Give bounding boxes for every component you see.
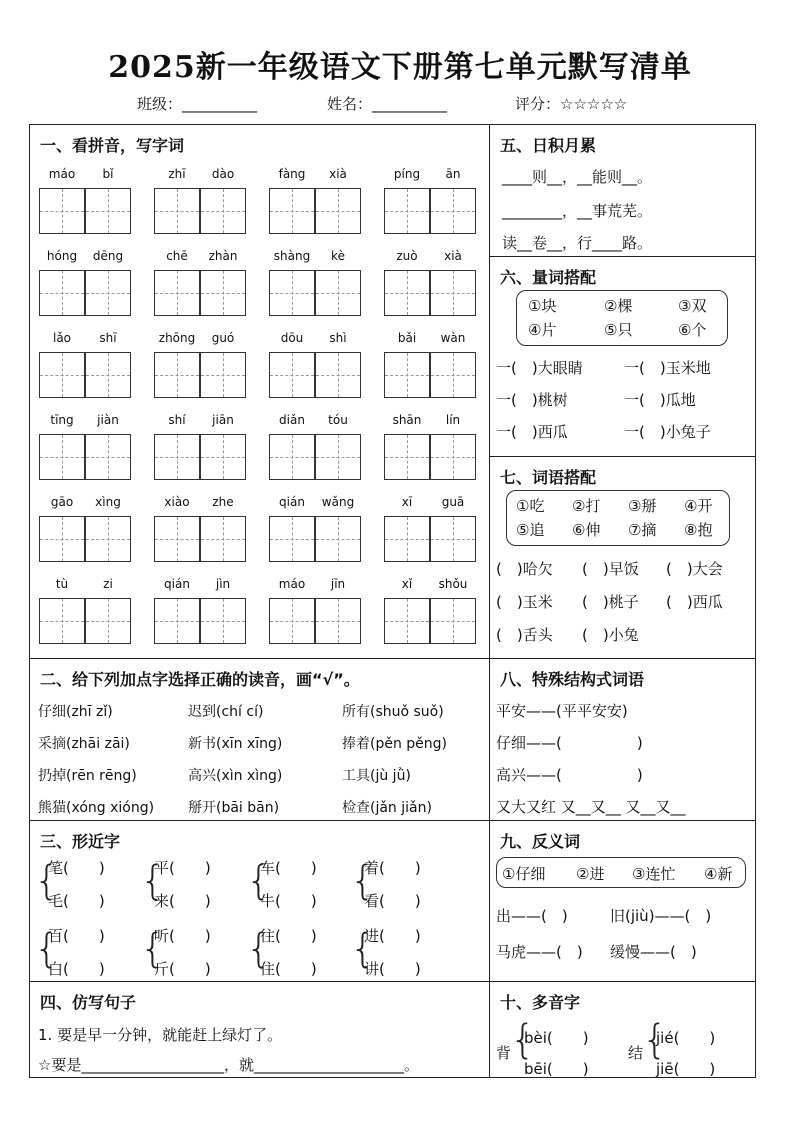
tianzige-cell[interactable] xyxy=(430,352,476,398)
option-item: ③掰 xyxy=(628,497,657,515)
pinyin-label: zi xyxy=(103,577,113,591)
section-antonyms xyxy=(489,820,756,982)
tianzige-cell[interactable] xyxy=(315,434,361,480)
tianzige-cell[interactable] xyxy=(85,598,131,644)
pinyin-label: xià xyxy=(329,167,347,181)
pinyin-label: tóu xyxy=(328,413,348,427)
pinyin-label: dēng xyxy=(92,249,124,263)
pinyin-label: bǐ xyxy=(102,167,114,181)
char-item[interactable]: 笔( ) xyxy=(48,859,105,877)
writing-grid xyxy=(39,495,131,562)
tianzige-cell[interactable] xyxy=(39,270,85,316)
pinyin-label: shàng xyxy=(273,249,311,263)
writing-grid xyxy=(269,167,361,234)
verse-line[interactable]: 读__卷__，行____路。 xyxy=(502,234,653,252)
pronunciation-item[interactable]: 仔细(zhī zǐ) xyxy=(38,704,113,720)
pinyin-label: dōu xyxy=(280,331,304,345)
char-item[interactable]: 讲( ) xyxy=(364,960,421,978)
brace-icon: { xyxy=(140,926,166,972)
brace-icon: { xyxy=(246,926,272,972)
page-title: 2025新一年级语文下册第七单元默写清单 xyxy=(108,50,692,85)
tianzige-cell[interactable] xyxy=(200,516,246,562)
char-item[interactable]: 进( ) xyxy=(364,927,421,945)
writing-grid xyxy=(39,249,131,316)
writing-grid xyxy=(154,413,246,480)
pinyin-label: diǎn xyxy=(279,413,305,427)
pinyin-label: wàn xyxy=(440,331,466,345)
pronunciation-item[interactable]: 新书(xīn xīng) xyxy=(188,736,283,752)
char-item[interactable]: 斤( ) xyxy=(154,960,211,978)
section-measure-words xyxy=(489,256,756,457)
section-title: 五、日积月累 xyxy=(500,136,597,155)
section-title: 七、词语搭配 xyxy=(500,468,597,487)
tianzige-cell[interactable] xyxy=(154,598,200,644)
writing-grid xyxy=(39,331,131,398)
tianzige-cell[interactable] xyxy=(200,270,246,316)
section-word-match xyxy=(489,456,756,659)
tianzige-cell[interactable] xyxy=(384,188,430,234)
pinyin-label: shī xyxy=(99,331,117,345)
tianzige-cell[interactable] xyxy=(269,188,315,234)
char-item[interactable]: 牛( ) xyxy=(260,892,317,910)
structure-item[interactable]: 高兴——( ) xyxy=(496,766,643,784)
polyphone-char: 结 xyxy=(628,1044,644,1062)
char-item[interactable]: 毛( ) xyxy=(48,892,105,910)
writing-grid xyxy=(384,413,476,480)
pinyin-label: ān xyxy=(445,167,461,181)
structure-item: 平安——(平平安安) xyxy=(496,702,628,720)
option-item: ③双 xyxy=(678,297,707,315)
tianzige-cell[interactable] xyxy=(315,516,361,562)
tianzige-cell[interactable] xyxy=(430,434,476,480)
brace-icon: { xyxy=(510,1017,536,1063)
section-title: 一、看拼音，写字词 xyxy=(40,136,185,155)
section-imitate-sentence xyxy=(29,981,490,1078)
pinyin-label: bǎi xyxy=(397,331,417,345)
pronunciation-item[interactable]: 检查(jǎn jiǎn) xyxy=(342,800,432,816)
tianzige-cell[interactable] xyxy=(315,352,361,398)
match-item[interactable]: ( )玉米 xyxy=(496,593,553,611)
pinyin-label: xǐ xyxy=(401,577,413,591)
tianzige-cell[interactable] xyxy=(384,434,430,480)
writing-grid xyxy=(384,495,476,562)
antonym-item[interactable]: 旧(jiù)——( ) xyxy=(610,907,712,925)
pinyin-label: zhōng xyxy=(158,331,196,345)
char-item[interactable]: 看( ) xyxy=(364,892,421,910)
tianzige-cell[interactable] xyxy=(269,270,315,316)
tianzige-cell[interactable] xyxy=(315,270,361,316)
option-item: ④片 xyxy=(528,321,557,339)
tianzige-cell[interactable] xyxy=(269,516,315,562)
char-item[interactable]: 着( ) xyxy=(364,859,421,877)
pinyin-label: xìng xyxy=(95,495,121,509)
measure-item[interactable]: 一( )瓜地 xyxy=(624,391,696,409)
verse-line[interactable]: ________，__事荒芜。 xyxy=(502,202,653,220)
section-special-structure xyxy=(489,658,756,821)
tianzige-cell[interactable] xyxy=(315,188,361,234)
tianzige-cell[interactable] xyxy=(39,434,85,480)
match-item[interactable]: ( )大会 xyxy=(666,560,723,578)
char-item[interactable]: 百( ) xyxy=(48,927,105,945)
option-item: ④新 xyxy=(704,865,733,883)
tianzige-cell[interactable] xyxy=(200,598,246,644)
option-item: ⑥个 xyxy=(678,321,707,339)
tianzige-cell[interactable] xyxy=(154,434,200,480)
tianzige-cell[interactable] xyxy=(430,598,476,644)
tianzige-cell[interactable] xyxy=(154,188,200,234)
section-accumulation xyxy=(489,124,756,257)
match-item[interactable]: ( )早饭 xyxy=(582,560,639,578)
tianzige-cell[interactable] xyxy=(384,516,430,562)
section-title: 四、仿写句子 xyxy=(40,993,137,1012)
tianzige-cell[interactable] xyxy=(200,352,246,398)
reading-item[interactable]: jiē( ) xyxy=(656,1060,716,1078)
tianzige-cell[interactable] xyxy=(200,434,246,480)
tianzige-cell[interactable] xyxy=(384,270,430,316)
pronunciation-item[interactable]: 迟到(chí cí) xyxy=(188,704,264,720)
section-pronunciation xyxy=(29,658,490,821)
option-item: ①仔细 xyxy=(502,865,546,883)
brace-icon: { xyxy=(350,926,376,972)
pinyin-label: máo xyxy=(48,167,76,181)
tianzige-cell[interactable] xyxy=(39,516,85,562)
pinyin-label: hóng xyxy=(46,249,78,263)
writing-grid xyxy=(154,249,246,316)
tianzige-cell[interactable] xyxy=(85,352,131,398)
pinyin-label: wǎng xyxy=(321,495,355,509)
tianzige-cell[interactable] xyxy=(384,598,430,644)
pinyin-label: tù xyxy=(55,577,69,591)
pinyin-label: zuò xyxy=(396,249,418,263)
tianzige-cell[interactable] xyxy=(154,270,200,316)
tianzige-cell[interactable] xyxy=(384,352,430,398)
tianzige-cell[interactable] xyxy=(430,270,476,316)
tianzige-cell[interactable] xyxy=(430,188,476,234)
char-item[interactable]: 住( ) xyxy=(260,960,317,978)
writing-grid xyxy=(269,331,361,398)
match-item[interactable]: ( )哈欠 xyxy=(496,560,553,578)
polyphone-char: 背 xyxy=(496,1044,512,1062)
measure-item[interactable]: 一( )玉米地 xyxy=(624,359,711,377)
writing-grid xyxy=(269,495,361,562)
measure-item[interactable]: 一( )大眼睛 xyxy=(496,359,583,377)
pinyin-label: zhe xyxy=(212,495,234,509)
antonym-item[interactable]: 缓慢——( ) xyxy=(610,943,697,961)
brace-icon: { xyxy=(246,858,272,904)
writing-grid xyxy=(384,167,476,234)
match-item[interactable]: ( )舌头 xyxy=(496,626,553,644)
section-polyphones xyxy=(489,981,756,1078)
section-title: 八、特殊结构式词语 xyxy=(500,670,645,689)
match-item[interactable]: ( )西瓜 xyxy=(666,593,723,611)
pronunciation-item[interactable]: 高兴(xìn xìng) xyxy=(188,768,283,784)
tianzige-cell[interactable] xyxy=(39,352,85,398)
pinyin-label: jiàn xyxy=(97,413,119,427)
structure-item[interactable]: 又大又红 又__又__ 又__又__ xyxy=(496,798,686,816)
pinyin-label: guā xyxy=(441,495,465,509)
option-item: ①吃 xyxy=(516,497,545,515)
pronunciation-item[interactable]: 扔掉(rēn rēng) xyxy=(38,768,137,784)
pinyin-label: xiào xyxy=(164,495,190,509)
brace-icon: { xyxy=(34,858,60,904)
char-item[interactable]: 往( ) xyxy=(260,927,317,945)
char-item[interactable]: 来( ) xyxy=(154,892,211,910)
pronunciation-item[interactable]: 捧着(pěn pěng) xyxy=(342,736,448,752)
antonym-item[interactable]: 马虎——( ) xyxy=(496,943,583,961)
pinyin-label: shì xyxy=(329,331,347,345)
option-item: ①块 xyxy=(528,297,557,315)
tianzige-cell[interactable] xyxy=(269,598,315,644)
pinyin-label: qián xyxy=(164,577,190,591)
tianzige-cell[interactable] xyxy=(269,434,315,480)
section-title: 二、给下列加点字选择正确的读音，画“√”。 xyxy=(40,670,360,689)
pinyin-label: shān xyxy=(392,413,422,427)
tianzige-cell[interactable] xyxy=(315,598,361,644)
option-item: ⑥伸 xyxy=(572,521,601,539)
brace-icon: { xyxy=(34,926,60,972)
writing-grid xyxy=(269,249,361,316)
score-field: 评分：☆☆☆☆☆ xyxy=(515,95,628,113)
tianzige-cell[interactable] xyxy=(39,188,85,234)
tianzige-cell[interactable] xyxy=(154,516,200,562)
section-title: 九、反义词 xyxy=(500,832,581,851)
pinyin-label: xià xyxy=(444,249,462,263)
option-item: ⑤追 xyxy=(516,521,545,539)
brace-icon: { xyxy=(140,858,166,904)
tianzige-cell[interactable] xyxy=(39,598,85,644)
pinyin-label: gāo xyxy=(50,495,74,509)
reading-item[interactable]: jié( ) xyxy=(656,1029,716,1047)
pronunciation-item[interactable]: 熊猫(xóng xióng) xyxy=(38,800,155,816)
pronunciation-item[interactable]: 掰开(bāi bān) xyxy=(188,800,280,816)
section-title: 六、量词搭配 xyxy=(500,268,597,287)
writing-grid xyxy=(154,167,246,234)
writing-grid xyxy=(39,167,131,234)
section-title: 十、多音字 xyxy=(500,993,581,1012)
reading-item[interactable]: bēi( ) xyxy=(524,1060,589,1078)
structure-item[interactable]: 仔细——( ) xyxy=(496,734,643,752)
brace-icon: { xyxy=(642,1017,668,1063)
writing-grid xyxy=(154,495,246,562)
measure-item[interactable]: 一( )西瓜 xyxy=(496,423,568,441)
match-item[interactable]: ( )桃子 xyxy=(582,593,639,611)
writing-grid xyxy=(269,413,361,480)
tianzige-cell[interactable] xyxy=(85,516,131,562)
option-item: ⑧抱 xyxy=(684,521,713,539)
writing-grid xyxy=(269,577,361,644)
option-item: ③连忙 xyxy=(632,865,676,883)
tianzige-cell[interactable] xyxy=(269,352,315,398)
pinyin-label: dào xyxy=(211,167,235,181)
option-item: ②进 xyxy=(576,865,605,883)
writing-grid xyxy=(384,331,476,398)
tianzige-cell[interactable] xyxy=(200,188,246,234)
measure-item[interactable]: 一( )桃树 xyxy=(496,391,568,409)
measure-item[interactable]: 一( )小兔子 xyxy=(624,423,711,441)
reading-item[interactable]: bèi( ) xyxy=(524,1029,589,1047)
pronunciation-item[interactable]: 所有(shuǒ suǒ) xyxy=(342,704,444,720)
writing-grid xyxy=(39,577,131,644)
pinyin-label: máo xyxy=(278,577,306,591)
name-field[interactable]: 姓名：__________ xyxy=(327,95,448,113)
pinyin-label: jiān xyxy=(212,413,234,427)
antonym-item[interactable]: 出——( ) xyxy=(496,907,568,925)
option-item: ②棵 xyxy=(604,297,633,315)
pinyin-label: shǒu xyxy=(438,577,468,591)
pinyin-label: lǎo xyxy=(52,331,72,345)
class-field[interactable]: 班级：__________ xyxy=(137,95,258,113)
tianzige-cell[interactable] xyxy=(154,352,200,398)
pinyin-label: lín xyxy=(445,413,461,427)
brace-icon: { xyxy=(350,858,376,904)
writing-grid xyxy=(384,577,476,644)
option-item: ⑦摘 xyxy=(628,521,657,539)
writing-grid xyxy=(39,413,131,480)
char-item[interactable]: 听( ) xyxy=(154,927,211,945)
char-item[interactable]: 白( ) xyxy=(48,960,105,978)
answer-sentence[interactable]: ☆要是___________________，就____________________。 xyxy=(38,1056,419,1074)
option-item: ②打 xyxy=(572,497,601,515)
pinyin-label: shí xyxy=(168,413,186,427)
section-title: 三、形近字 xyxy=(40,832,121,851)
pinyin-label: kè xyxy=(331,249,345,263)
writing-grid xyxy=(154,577,246,644)
section-similar-chars xyxy=(29,820,490,982)
pinyin-label: guó xyxy=(211,331,235,345)
pronunciation-item[interactable]: 采摘(zhāi zāi) xyxy=(38,736,130,752)
pinyin-label: chē xyxy=(166,249,188,263)
pinyin-label: zhī xyxy=(168,167,186,181)
char-item[interactable]: 车( ) xyxy=(260,859,317,877)
option-item: ⑤只 xyxy=(604,321,633,339)
pinyin-label: xī xyxy=(401,495,413,509)
match-item[interactable]: ( )小兔 xyxy=(582,626,639,644)
option-item: ④开 xyxy=(684,497,713,515)
pinyin-label: píng xyxy=(393,167,421,181)
section-pinyin xyxy=(29,124,490,659)
pinyin-label: jīn xyxy=(330,577,346,591)
example-sentence: 1. 要是早一分钟，就能赶上绿灯了。 xyxy=(38,1026,283,1044)
char-item[interactable]: 平( ) xyxy=(154,859,211,877)
pinyin-label: jìn xyxy=(215,577,231,591)
writing-grid xyxy=(384,249,476,316)
pinyin-label: tīng xyxy=(50,413,74,427)
tianzige-cell[interactable] xyxy=(85,188,131,234)
pronunciation-item[interactable]: 工具(jù jǜ) xyxy=(342,768,411,784)
verse-line[interactable]: ____则__，__能则__。 xyxy=(502,168,653,186)
pinyin-label: qián xyxy=(279,495,305,509)
pinyin-label: fàng xyxy=(278,167,306,181)
writing-grid xyxy=(154,331,246,398)
tianzige-cell[interactable] xyxy=(430,516,476,562)
tianzige-cell[interactable] xyxy=(85,434,131,480)
pinyin-label: zhàn xyxy=(208,249,238,263)
tianzige-cell[interactable] xyxy=(85,270,131,316)
